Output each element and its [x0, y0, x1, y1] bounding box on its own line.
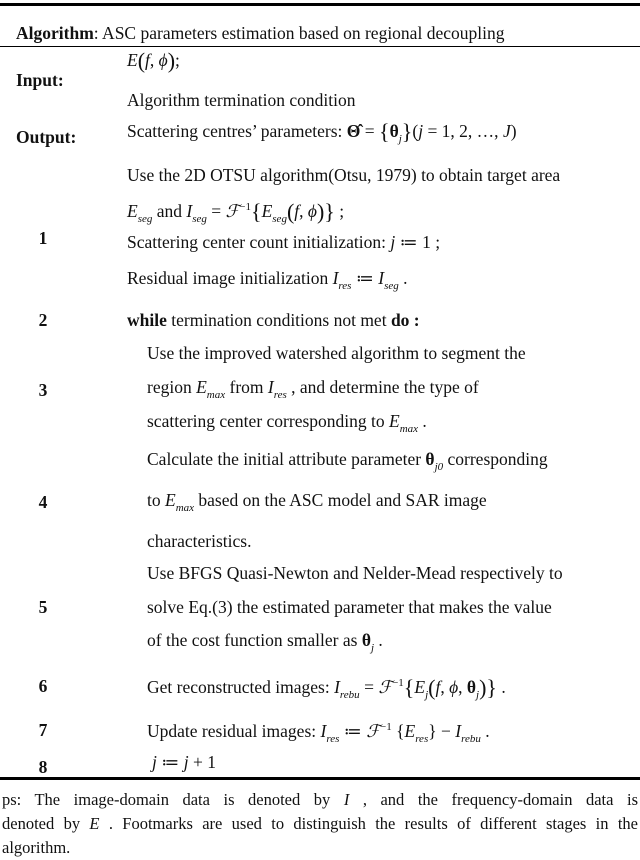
text-segment: E	[196, 377, 207, 397]
text-segment: + 1	[188, 752, 216, 772]
text-segment: seg	[384, 280, 399, 292]
algorithm-line	[127, 231, 440, 253]
text-segment: corresponding	[443, 449, 548, 469]
text-segment: ϕ	[307, 201, 317, 221]
algorithm-line	[147, 672, 506, 706]
text-segment: ,	[458, 677, 467, 697]
text-segment: to	[147, 490, 165, 510]
text-segment: while	[127, 310, 167, 330]
text-segment: based on the ASC model and SAR image	[194, 490, 487, 510]
text-segment: ,	[440, 677, 450, 697]
text-segment: ϕ	[449, 677, 459, 697]
footnote-line	[2, 812, 638, 836]
text-segment: f	[435, 677, 441, 697]
text-segment: ;	[334, 201, 345, 221]
text-segment: .	[418, 411, 427, 431]
footnote-line	[2, 788, 638, 812]
algorithm-line	[147, 489, 487, 519]
algorithm-line	[147, 530, 251, 552]
algorithm-line	[147, 376, 479, 406]
footnote-line	[2, 836, 638, 860]
text-segment: = 1, 2, …,	[423, 121, 503, 141]
text-segment: max	[399, 423, 419, 435]
text-segment: ≔	[351, 268, 379, 288]
algorithm-header	[16, 22, 504, 44]
text-segment: solve Eq.(3) the estimated parameter that makes the value	[147, 597, 552, 617]
text-segment: E	[261, 201, 273, 221]
text-segment: {	[251, 199, 262, 224]
text-segment: Scattering center count initialization:	[127, 232, 391, 252]
output-label: Output:	[16, 127, 77, 147]
text-segment: I	[186, 201, 193, 221]
algorithm-line	[147, 716, 490, 750]
text-segment: E	[389, 411, 400, 431]
text-segment: )	[510, 121, 517, 141]
text-segment: Θ̂	[346, 121, 361, 141]
text-segment: seg	[137, 213, 153, 225]
text-segment: Residual image initialization	[127, 268, 333, 288]
bottom-rule	[0, 777, 640, 780]
text-segment: E	[165, 490, 176, 510]
text-segment: E	[89, 814, 100, 833]
text-segment: ≔	[339, 721, 367, 741]
text-segment: ,	[149, 50, 159, 70]
text-segment: algorithm.	[2, 838, 71, 857]
text-segment: .	[496, 677, 506, 697]
text-segment: .	[480, 721, 490, 741]
algorithm-line	[127, 309, 420, 331]
text-segment: f	[294, 201, 300, 221]
text-segment: θ	[425, 449, 435, 469]
algorithm-line	[147, 342, 526, 364]
algorithm-label: Algorithm	[16, 23, 94, 43]
text-segment: )	[167, 48, 176, 73]
text-segment: =	[206, 201, 226, 221]
text-segment: j	[370, 642, 375, 654]
text-segment: seg	[272, 213, 287, 225]
text-segment: region	[147, 377, 197, 397]
text-segment: ℱ	[225, 201, 240, 221]
text-segment: ≔	[156, 752, 184, 772]
algorithm-line	[127, 196, 344, 230]
text-segment: =	[359, 677, 379, 697]
text-segment: ϕ	[158, 50, 168, 70]
text-segment: I	[334, 677, 340, 697]
text-segment: ≔ 1 ;	[395, 232, 441, 252]
step-number: 8	[38, 757, 48, 777]
text-segment: I	[320, 721, 327, 741]
text-segment: Scattering centres’ parameters:	[127, 121, 347, 141]
algorithm-line	[127, 120, 517, 150]
text-segment: j	[418, 121, 424, 141]
text-segment: . Footmarks are used to distinguish the results of different stages in the	[99, 814, 638, 833]
text-segment: −1	[392, 677, 404, 689]
text-segment: )	[479, 675, 487, 700]
algorithm-line	[127, 89, 355, 111]
text-segment: rebu	[339, 689, 360, 701]
text-segment: Algorithm termination condition	[127, 90, 356, 110]
step-number: 5	[38, 597, 48, 617]
text-segment: ps: The image-domain data is denoted by	[2, 790, 344, 809]
text-segment: res	[326, 733, 340, 745]
text-segment: ℱ	[366, 721, 380, 741]
text-segment: of the cost function smaller as	[147, 630, 362, 650]
text-segment: f	[145, 50, 150, 70]
input-label: Input:	[16, 70, 64, 90]
text-segment: j	[152, 752, 157, 772]
text-segment: I	[455, 721, 462, 741]
text-segment: }	[486, 675, 497, 700]
text-segment: (	[286, 199, 295, 224]
step-number: 4	[38, 492, 48, 512]
text-segment: j	[183, 752, 189, 772]
text-segment: Use the 2D OTSU algorithm(Otsu, 1979) to obtain target area	[127, 165, 561, 185]
text-segment: j	[390, 232, 396, 252]
algorithm-line	[152, 751, 216, 773]
text-segment: −1	[239, 201, 252, 213]
text-segment: I	[332, 268, 339, 288]
text-segment: Use BFGS Quasi-Newton and Nelder-Mead respectively to	[147, 563, 563, 583]
text-segment: I	[343, 790, 350, 809]
text-segment: scattering center corresponding to	[147, 411, 389, 431]
text-segment: {	[379, 119, 390, 144]
top-rule	[0, 3, 640, 6]
text-segment: Update residual images:	[147, 721, 321, 741]
text-segment: and	[152, 201, 187, 221]
text-segment: E	[404, 721, 416, 741]
text-segment: j	[398, 133, 402, 145]
algorithm-line	[147, 596, 552, 618]
text-segment: E	[414, 677, 426, 697]
text-segment: do :	[390, 310, 420, 330]
text-segment: max	[175, 502, 195, 514]
text-segment: res	[273, 389, 287, 401]
text-segment: termination conditions not met	[166, 310, 391, 330]
text-segment: ;	[175, 50, 180, 70]
text-segment: θ	[466, 677, 477, 697]
text-segment: Get reconstructed images:	[147, 677, 335, 697]
text-segment: res	[338, 280, 352, 292]
algorithm-line	[127, 49, 180, 72]
header-rule	[0, 46, 640, 47]
text-segment: (	[137, 48, 146, 73]
algorithm-line	[147, 410, 427, 440]
text-segment: )	[316, 199, 325, 224]
text-segment: }	[324, 199, 335, 224]
text-segment: E	[127, 50, 138, 70]
text-segment: I	[267, 377, 274, 397]
step-number: 7	[38, 720, 48, 740]
text-segment: θ	[361, 630, 371, 650]
text-segment: I	[378, 268, 385, 288]
text-segment: characteristics.	[147, 531, 252, 551]
algorithm-title: : ASC parameters estimation based on regional decoupling	[93, 23, 505, 43]
text-segment: }	[401, 119, 413, 144]
text-segment: =	[360, 121, 380, 141]
step-number: 2	[38, 310, 48, 330]
text-segment: } −	[428, 721, 456, 741]
text-segment: j	[476, 689, 480, 701]
step-number: 3	[38, 380, 48, 400]
text-segment: −1	[379, 721, 392, 733]
text-segment: ,	[299, 201, 308, 221]
text-segment: j	[425, 689, 429, 701]
text-segment: (	[412, 121, 419, 141]
text-segment: res	[415, 733, 429, 745]
text-segment: J	[502, 121, 511, 141]
text-segment: j0	[434, 461, 444, 473]
text-segment: ℱ	[378, 677, 393, 697]
algorithm-line	[127, 164, 560, 186]
text-segment: .	[398, 268, 408, 288]
text-segment: {	[403, 675, 415, 700]
text-segment: .	[374, 630, 383, 650]
text-segment: Use the improved watershed algorithm to segment the	[147, 343, 526, 363]
text-segment: denoted by	[2, 814, 90, 833]
text-segment: seg	[192, 213, 207, 225]
step-number: 1	[38, 228, 48, 248]
text-segment: Calculate the initial attribute parameter	[147, 449, 426, 469]
algorithm-line	[127, 267, 408, 297]
text-segment: rebu	[461, 733, 481, 745]
algorithm-line	[147, 629, 383, 659]
text-segment: (	[428, 675, 436, 700]
text-segment: max	[206, 389, 226, 401]
text-segment: , and determine the type of	[286, 377, 479, 397]
text-segment: {	[391, 721, 405, 741]
text-segment: from	[225, 377, 268, 397]
algorithm-line	[147, 448, 548, 478]
text-segment: , and the frequency-domain data is	[349, 790, 638, 809]
algorithm-line	[147, 562, 563, 584]
text-segment: θ	[389, 121, 399, 141]
step-number: 6	[38, 676, 48, 696]
text-segment: E	[127, 201, 138, 221]
